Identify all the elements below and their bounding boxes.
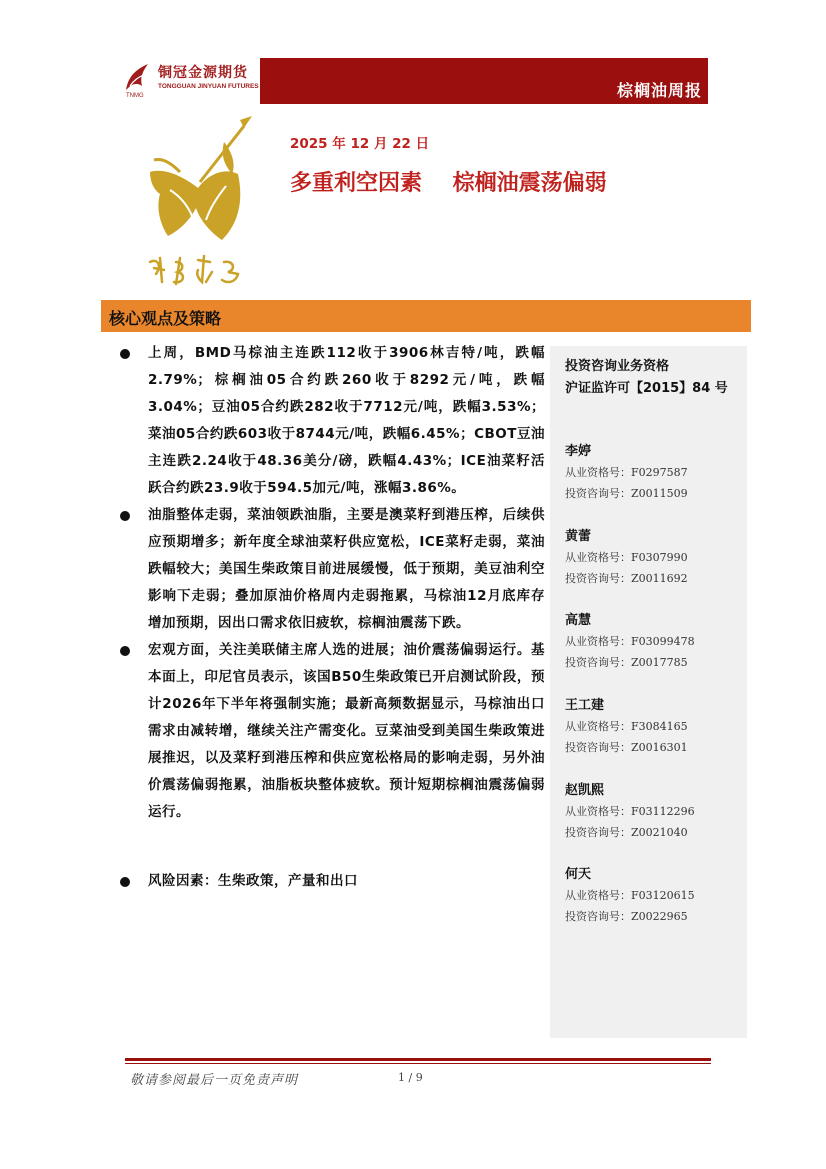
analyst-card: [565, 527, 688, 589]
section-heading: 核心观点及策略: [109, 309, 222, 328]
bullet-risk-factors: [120, 868, 545, 895]
bullet-icon: [120, 877, 130, 887]
analyst-name: 何天: [565, 867, 592, 882]
brand-name-cn: 铜冠金源期货: [158, 65, 248, 81]
bullet-text: 上周，BMD马棕油主连跌112收于3906林吉特/吨，跌幅2.79%；棕榈油05合约跌260收于8292元/吨，跌幅3.04%；豆油05合约跌282收于7712元/吨，跌幅3.53%；菜油05合约跌603收于8744元/吨，跌幅6.45%；CBOT豆油主连跌2.24收于48.36美分/磅，跌幅4.43%；ICE油菜籽活跃合约跌23.9收于594.5加元/吨，涨幅3.86%。: [148, 345, 545, 496]
analyst-name: 高慧: [565, 613, 592, 628]
consult-number: 投资咨询号：Z0016301: [565, 741, 688, 754]
footer-divider-thin: [125, 1063, 711, 1064]
analyst-name: 王工建: [565, 698, 605, 713]
analyst-sidebar: [550, 346, 747, 1038]
bullet-market-review: [120, 340, 545, 502]
analyst-name: 赵凯熙: [565, 783, 605, 798]
consult-number: 投资咨询号：Z0011509: [565, 487, 688, 500]
disclaimer-note: 敬请参阅最后一页免责声明: [130, 1073, 299, 1088]
bullet-oils-weak: [120, 502, 545, 637]
company-logo-icon: [122, 60, 152, 94]
practice-number: 从业资格号：F03120615: [565, 889, 695, 902]
bullet-macro-outlook: [120, 637, 545, 826]
consult-number: 投资咨询号：Z0017785: [565, 656, 688, 669]
consult-number: 投资咨询号：Z0011692: [565, 572, 688, 585]
qualification-title: 投资咨询业务资格: [565, 359, 670, 374]
qualification-block: [565, 356, 728, 400]
bullet-text: 宏观方面，关注美联储主席人选的进展；油价震荡偏弱运行。基本面上，印尼官员表示，该国B50生柴政策已开启测试阶段，预计2026年下半年将强制实施；最新高频数据显示，马棕油出口需求由减转增，继续关注产需变化。豆菜油受到美国生柴政策进展推迟，以及菜籽到港压榨和供应宽松格局的影响走弱，另外油价震荡偏弱拖累，油脂板块整体疲软。预计短期棕榈油震荡偏弱运行。: [148, 642, 545, 820]
practice-number: 从业资格号：F0297587: [565, 466, 688, 479]
page-number: 1 / 9: [398, 1071, 423, 1084]
bullet-icon: [120, 349, 130, 359]
analyst-name: 黄蕾: [565, 529, 592, 544]
analyst-card: [565, 865, 695, 927]
analyst-name: 李婷: [565, 444, 592, 459]
practice-number: 从业资格号：F0307990: [565, 551, 688, 564]
analyst-card: [565, 781, 695, 843]
footer-divider: [125, 1058, 711, 1061]
report-type: 棕榈油周报: [616, 81, 702, 100]
strategy-bullet-list: [120, 340, 545, 895]
bullet-text: 油脂整体走弱，菜油领跌油脂，主要是澳菜籽到港压榨，后续供应预期增多；新年度全球油菜籽供应宽松，ICE菜籽走弱，菜油跌幅较大；美国生柴政策目前进展缓慢，低于预期，美豆油利空影响下走弱；叠加原油价格周内走弱拖累，马棕油12月底库存增加预期，因出口需求依旧疲软，棕榈油震荡下跌。: [148, 507, 545, 631]
report-date: 2025 年 12 月 22 日: [290, 136, 430, 152]
brand-name-en: TONGGUAN JINYUAN FUTURES: [158, 83, 259, 90]
practice-number: 从业资格号：F03112296: [565, 805, 695, 818]
practice-number: 从业资格号：F3084165: [565, 720, 688, 733]
analyst-card: [565, 611, 695, 673]
brand-abbreviation: TNMG: [126, 93, 144, 99]
report-title: 多重利空因素 棕榈油震荡偏弱: [290, 171, 607, 196]
section-heading-bar: [101, 300, 751, 332]
analyst-card: [565, 696, 688, 758]
consult-number: 投资咨询号：Z0021040: [565, 826, 688, 839]
bullet-icon: [120, 646, 130, 656]
bullet-text: 风险因素：生柴政策，产量和出口: [148, 873, 358, 889]
analyst-card: [565, 442, 688, 504]
consult-number: 投资咨询号：Z0022965: [565, 910, 688, 923]
tongling-emblem-icon: [140, 112, 260, 297]
header-bar: [260, 58, 708, 104]
license-number: 沪证监许可【2015】84 号: [565, 381, 728, 396]
bullet-icon: [120, 511, 130, 521]
practice-number: 从业资格号：F03099478: [565, 635, 695, 648]
